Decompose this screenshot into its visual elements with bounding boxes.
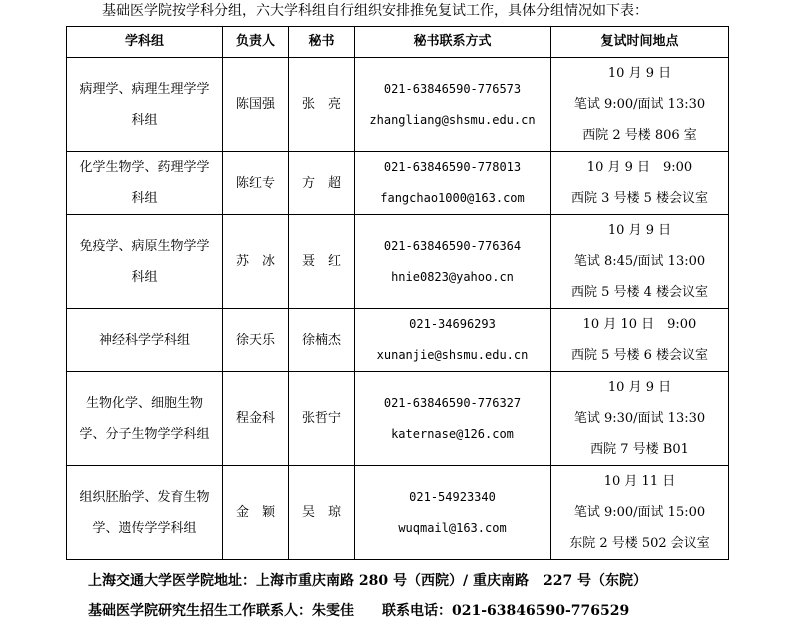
group-cell <box>67 215 223 309</box>
schedule-line: 10 月 9 日 <box>607 66 672 81</box>
email-text: zhangliang@shsmu.edu.cn <box>369 112 536 127</box>
phone-text: 021-63846590-776327 <box>383 395 522 410</box>
header-secretary: 秘书 <box>289 27 355 58</box>
phone-text: 021-63846590-778013 <box>383 160 522 174</box>
group-cell <box>67 152 223 215</box>
leader-cell: 徐天乐 <box>223 309 289 372</box>
phone-text: 021-63846590-776364 <box>383 238 522 253</box>
schedule-cell <box>551 372 729 466</box>
group-cell <box>67 372 223 466</box>
table-row <box>67 215 729 309</box>
secretary-cell: 聂 红 <box>289 215 355 309</box>
group-line: 科组 <box>131 269 158 285</box>
leader-cell: 程金科 <box>223 372 289 466</box>
contact-cell <box>355 152 551 215</box>
contact-cell <box>355 309 551 372</box>
contact-cell <box>355 372 551 466</box>
header-leader: 负责人 <box>223 27 289 58</box>
email-text: hnie0823@yahoo.cn <box>391 269 514 284</box>
contact-phone: 联系电话：021-63846590-776529 <box>382 603 630 619</box>
schedule-line: 10 月 10 日 9:00 <box>582 317 697 332</box>
schedule-cell <box>551 309 729 372</box>
secretary-cell: 张 亮 <box>289 58 355 152</box>
secretary-cell: 张哲宁 <box>289 372 355 466</box>
table-row <box>67 58 729 152</box>
group-line: 科组 <box>131 191 158 206</box>
schedule-cell <box>551 152 729 215</box>
schedule-line: 东院 2 号楼 502 会议室 <box>569 536 710 551</box>
email-text: xunanjie@shsmu.edu.cn <box>376 348 529 362</box>
schedule-line: 10 月 9 日 <box>607 223 672 238</box>
schedule-line: 10 月 9 日 9:00 <box>586 160 693 175</box>
schedule-line: 西院 3 号楼 5 楼会议室 <box>570 191 709 206</box>
table-row <box>67 309 729 372</box>
secretary-cell: 徐楠杰 <box>289 309 355 372</box>
contact-cell <box>355 58 551 152</box>
schedule-cell <box>551 58 729 152</box>
group-line: 神经科学学科组 <box>98 332 190 348</box>
group-line: 科组 <box>131 112 158 128</box>
leader-cell: 陈国强 <box>223 58 289 152</box>
secretary-cell: 吴 琼 <box>289 466 355 560</box>
header-schedule: 复试时间地点 <box>551 27 729 58</box>
group-line: 化学生物学、药理学学 <box>79 160 210 175</box>
group-cell <box>67 58 223 152</box>
leader-cell: 陈红专 <box>223 152 289 215</box>
group-line: 生物化学、细胞生物 <box>85 395 203 411</box>
leader-cell: 苏 冰 <box>223 215 289 309</box>
address-line: 上海交通大学医学院地址：上海市重庆南路 280 号（西院）/ 重庆南路 227 号（东院） <box>88 573 648 589</box>
leader-cell: 金 颖 <box>223 466 289 560</box>
schedule-line: 西院 5 号楼 6 楼会议室 <box>570 348 709 363</box>
schedule-line: 10 月 9 日 <box>607 380 672 395</box>
table-row <box>67 152 729 215</box>
group-line: 免疫学、病原生物学学 <box>79 238 210 254</box>
interview-schedule-table <box>66 26 729 560</box>
schedule-line: 10 月 11 日 <box>603 474 676 489</box>
schedule-line: 笔试 8:45/面试 13:00 <box>573 254 706 269</box>
intro-paragraph: 基础医学院按学科分组，六大学科组自行组织安排推免复试工作，具体分组情况如下表： <box>102 3 648 19</box>
schedule-line: 西院 7 号楼 B01 <box>590 442 689 457</box>
table-row <box>67 466 729 560</box>
group-line: 学、分子生物学学科组 <box>79 426 210 442</box>
table-row <box>67 372 729 466</box>
phone-text: 021-34696293 <box>409 317 496 331</box>
email-text: wuqmail@163.com <box>398 520 507 535</box>
group-cell <box>67 309 223 372</box>
group-cell <box>67 466 223 560</box>
contact-cell <box>355 466 551 560</box>
schedule-line: 西院 5 号楼 4 楼会议室 <box>570 285 709 300</box>
schedule-line: 笔试 9:30/面试 13:30 <box>573 411 706 426</box>
schedule-cell <box>551 215 729 309</box>
contact-line <box>88 600 629 620</box>
schedule-line: 笔试 9:00/面试 13:30 <box>573 97 706 112</box>
schedule-line: 西院 2 号楼 806 室 <box>582 128 697 143</box>
contact-cell <box>355 215 551 309</box>
header-contact: 秘书联系方式 <box>355 27 551 58</box>
group-line: 学、遗传学学科组 <box>92 520 197 536</box>
contact-person: 基础医学院研究生招生工作联系人：朱雯佳 <box>88 603 354 619</box>
phone-text: 021-63846590-776573 <box>383 81 522 96</box>
schedule-cell <box>551 466 729 560</box>
group-line: 组织胚胎学、发育生物 <box>79 489 210 505</box>
group-line: 病理学、病理生理学学 <box>79 81 210 97</box>
table-header-row <box>67 27 729 58</box>
phone-text: 021-54923340 <box>409 489 496 504</box>
schedule-line: 笔试 9:00/面试 15:00 <box>573 505 706 520</box>
secretary-cell: 方 超 <box>289 152 355 215</box>
header-group: 学科组 <box>67 27 223 58</box>
email-text: katernase@126.com <box>391 426 514 441</box>
email-text: fangchao1000@163.com <box>380 191 525 205</box>
